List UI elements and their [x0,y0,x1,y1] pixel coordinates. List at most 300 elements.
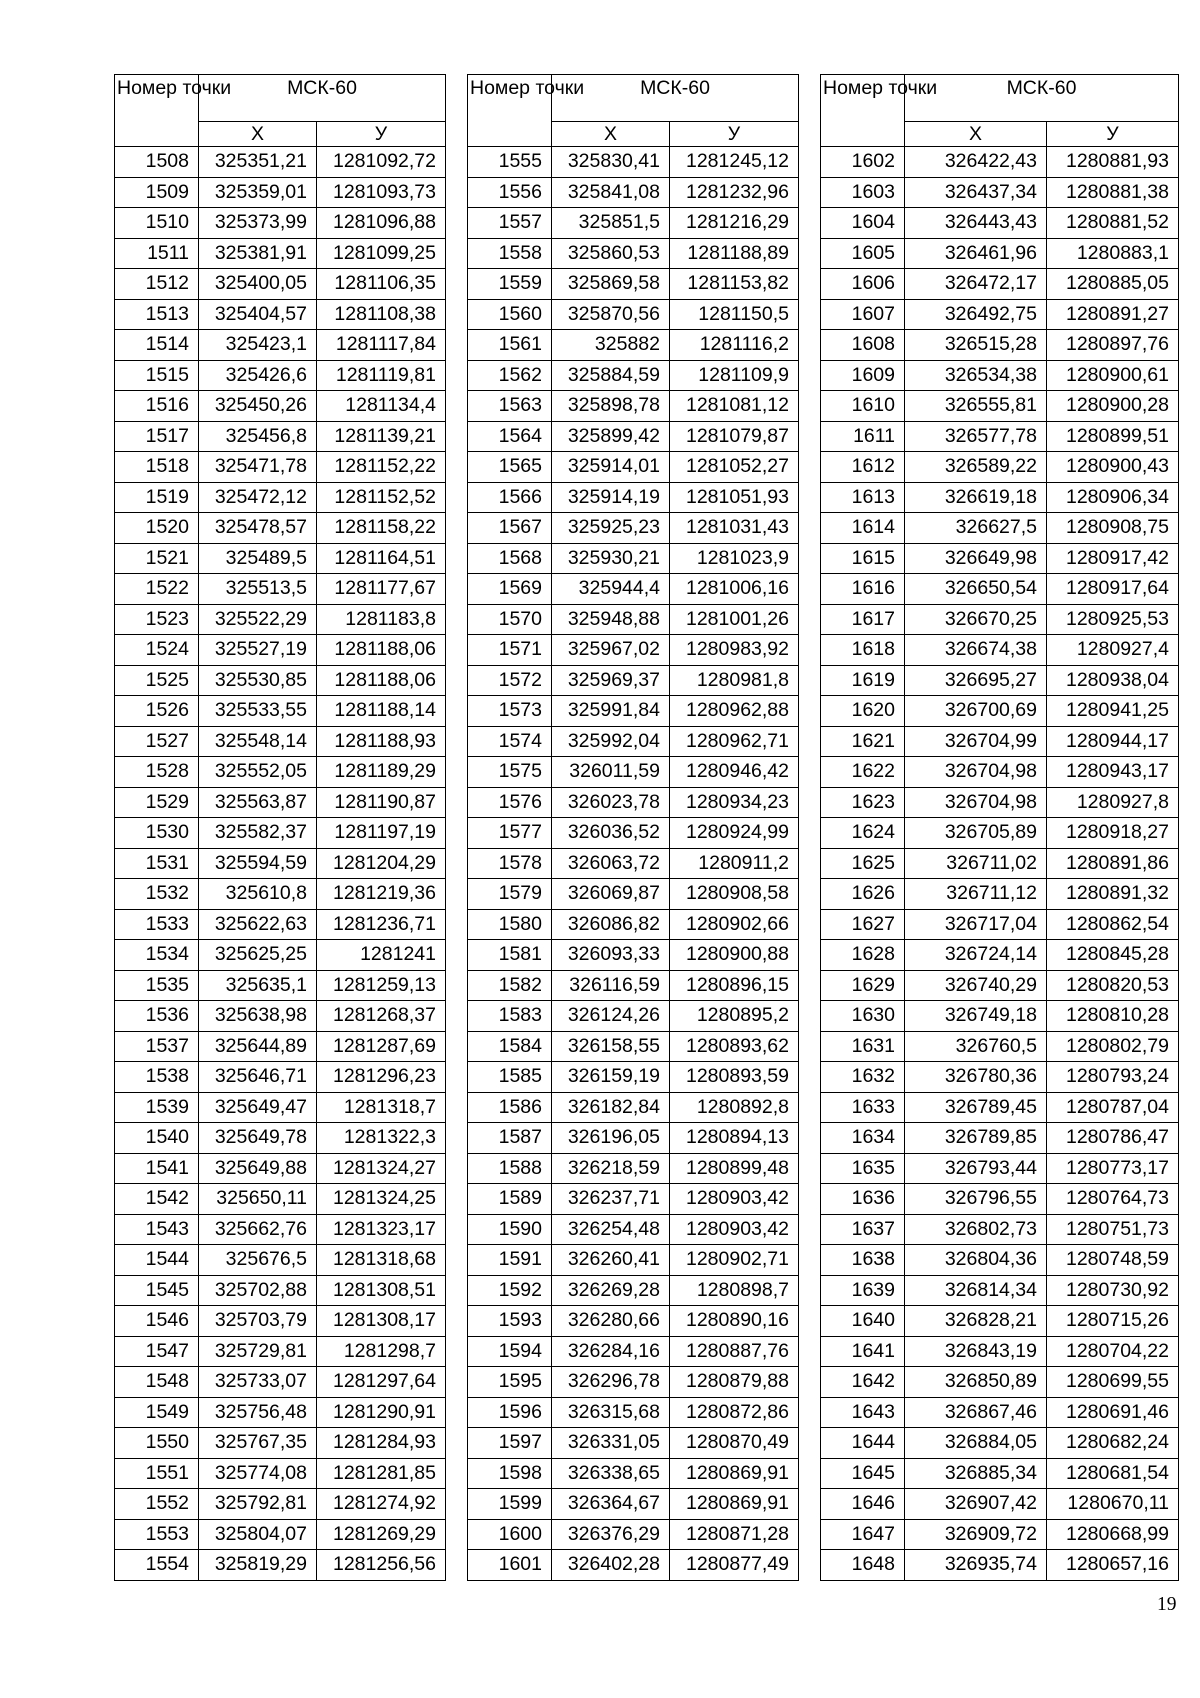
table-row [468,909,799,940]
y-coordinate-cell: 1280925,53 [1047,604,1179,635]
y-coordinate-cell: 1281281,85 [317,1458,446,1489]
point-number-cell: 1615 [821,543,905,574]
x-coordinate-cell: 325456,8 [199,421,317,452]
y-coordinate-cell: 1280730,92 [1047,1275,1179,1306]
point-number-cell: 1510 [115,208,199,239]
table-row [821,970,1179,1001]
table-row [821,1214,1179,1245]
point-number-cell: 1553 [115,1519,199,1550]
y-coordinate-cell: 1280981,8 [670,665,799,696]
table-row [468,330,799,361]
point-number-cell: 1559 [468,269,552,300]
y-coordinate-cell: 1280906,34 [1047,482,1179,513]
y-coordinate-cell: 1281290,91 [317,1397,446,1428]
y-coordinate-cell: 1280924,99 [670,818,799,849]
point-number-cell: 1643 [821,1397,905,1428]
y-coordinate-cell: 1280893,62 [670,1031,799,1062]
point-number-cell: 1632 [821,1062,905,1093]
y-coordinate-cell: 1280908,75 [1047,513,1179,544]
x-coordinate-cell: 325548,14 [199,726,317,757]
y-coordinate-cell: 1281241 [317,940,446,971]
x-coordinate-cell: 326534,38 [905,360,1047,391]
table-row [468,1428,799,1459]
point-number-cell: 1556 [468,177,552,208]
table-row [468,940,799,971]
point-number-cell: 1518 [115,452,199,483]
table-row [821,787,1179,818]
point-number-cell: 1629 [821,970,905,1001]
x-coordinate-cell: 326814,34 [905,1275,1047,1306]
y-coordinate-cell: 1280891,86 [1047,848,1179,879]
table-row [821,1428,1179,1459]
x-coordinate-cell: 325649,78 [199,1123,317,1154]
x-coordinate-cell: 326705,89 [905,818,1047,849]
point-number-cell: 1611 [821,421,905,452]
y-coordinate-cell: 1280944,17 [1047,726,1179,757]
x-coordinate-cell: 326589,22 [905,452,1047,483]
y-coordinate-cell: 1281284,93 [317,1428,446,1459]
table-row [821,726,1179,757]
x-coordinate-cell: 326124,26 [552,1001,670,1032]
x-coordinate-cell: 325930,21 [552,543,670,574]
y-coordinate-cell: 1281116,2 [670,330,799,361]
x-coordinate-cell: 325472,12 [199,482,317,513]
x-coordinate-cell: 326780,36 [905,1062,1047,1093]
table-row [468,1062,799,1093]
point-number-cell: 1625 [821,848,905,879]
y-coordinate-cell: 1280927,8 [1047,787,1179,818]
x-coordinate-cell: 326515,28 [905,330,1047,361]
table-row [821,635,1179,666]
point-number-cell: 1529 [115,787,199,818]
y-coordinate-cell: 1281297,64 [317,1367,446,1398]
header-x: X [905,122,1047,147]
table-row [821,208,1179,239]
x-coordinate-cell: 325851,5 [552,208,670,239]
point-number-cell: 1641 [821,1336,905,1367]
point-number-cell: 1604 [821,208,905,239]
y-coordinate-cell: 1281188,06 [317,635,446,666]
point-number-cell: 1541 [115,1153,199,1184]
x-coordinate-cell: 325450,26 [199,391,317,422]
x-coordinate-cell: 325729,81 [199,1336,317,1367]
header-y: У [670,122,799,147]
table-row [115,1123,446,1154]
table-row [468,1306,799,1337]
point-number-cell: 1575 [468,757,552,788]
x-coordinate-cell: 325774,08 [199,1458,317,1489]
point-number-cell: 1628 [821,940,905,971]
table-row [468,452,799,483]
y-coordinate-cell: 1280900,88 [670,940,799,971]
table-row [821,1031,1179,1062]
table-row [821,1275,1179,1306]
x-coordinate-cell: 326843,19 [905,1336,1047,1367]
table-row [115,787,446,818]
point-number-cell: 1634 [821,1123,905,1154]
y-coordinate-cell: 1281274,92 [317,1489,446,1520]
x-coordinate-cell: 326284,16 [552,1336,670,1367]
y-coordinate-cell: 1281189,29 [317,757,446,788]
point-number-cell: 1531 [115,848,199,879]
y-coordinate-cell: 1281051,93 [670,482,799,513]
x-coordinate-cell: 326867,46 [905,1397,1047,1428]
x-coordinate-cell: 326704,99 [905,726,1047,757]
y-coordinate-cell: 1280751,73 [1047,1214,1179,1245]
y-coordinate-cell: 1281236,71 [317,909,446,940]
point-number-cell: 1590 [468,1214,552,1245]
point-number-cell: 1562 [468,360,552,391]
x-coordinate-cell: 326338,65 [552,1458,670,1489]
x-coordinate-cell: 325478,57 [199,513,317,544]
x-coordinate-cell: 325423,1 [199,330,317,361]
x-coordinate-cell: 326492,75 [905,299,1047,330]
table-row [115,1367,446,1398]
y-coordinate-cell: 1280699,55 [1047,1367,1179,1398]
point-number-cell: 1601 [468,1550,552,1581]
x-coordinate-cell: 326196,05 [552,1123,670,1154]
point-number-cell: 1520 [115,513,199,544]
table-row [468,1092,799,1123]
x-coordinate-cell: 326674,38 [905,635,1047,666]
y-coordinate-cell: 1280885,05 [1047,269,1179,300]
x-coordinate-cell: 326254,48 [552,1214,670,1245]
y-coordinate-cell: 1280657,16 [1047,1550,1179,1581]
y-coordinate-cell: 1281108,38 [317,299,446,330]
table-row [468,1153,799,1184]
point-number-cell: 1647 [821,1519,905,1550]
y-coordinate-cell: 1280881,38 [1047,177,1179,208]
point-number-cell: 1639 [821,1275,905,1306]
y-coordinate-cell: 1280983,92 [670,635,799,666]
y-coordinate-cell: 1280748,59 [1047,1245,1179,1276]
point-number-cell: 1539 [115,1092,199,1123]
x-coordinate-cell: 325400,05 [199,269,317,300]
table-row [468,177,799,208]
x-coordinate-cell: 326650,54 [905,574,1047,605]
y-coordinate-cell: 1280892,8 [670,1092,799,1123]
header-coordinate-system: МСК-60 [905,75,1179,122]
point-number-cell: 1540 [115,1123,199,1154]
table-row [821,1123,1179,1154]
table-row [115,1458,446,1489]
point-number-cell: 1557 [468,208,552,239]
table-row [468,1275,799,1306]
y-coordinate-cell: 1280894,13 [670,1123,799,1154]
y-coordinate-cell: 1280670,11 [1047,1489,1179,1520]
x-coordinate-cell: 325884,59 [552,360,670,391]
table-row [468,1550,799,1581]
table-row [821,574,1179,605]
x-coordinate-cell: 325944,4 [552,574,670,605]
table-body [821,147,1179,1581]
x-coordinate-cell: 326740,29 [905,970,1047,1001]
y-coordinate-cell: 1281006,16 [670,574,799,605]
point-number-cell: 1592 [468,1275,552,1306]
point-number-cell: 1598 [468,1458,552,1489]
point-number-cell: 1524 [115,635,199,666]
table-row [821,757,1179,788]
y-coordinate-cell: 1281188,06 [317,665,446,696]
point-number-cell: 1630 [821,1001,905,1032]
table-row [115,635,446,666]
point-number-cell: 1573 [468,696,552,727]
table-row [115,208,446,239]
table-row [821,1367,1179,1398]
x-coordinate-cell: 326907,42 [905,1489,1047,1520]
header-point-number: Номер точки [821,75,905,147]
y-coordinate-cell: 1280787,04 [1047,1092,1179,1123]
x-coordinate-cell: 325404,57 [199,299,317,330]
table-row [115,1214,446,1245]
table-row [821,909,1179,940]
y-coordinate-cell: 1281188,93 [317,726,446,757]
y-coordinate-cell: 1280869,91 [670,1489,799,1520]
y-coordinate-cell: 1280820,53 [1047,970,1179,1001]
x-coordinate-cell: 326069,87 [552,879,670,910]
x-coordinate-cell: 326280,66 [552,1306,670,1337]
point-number-cell: 1566 [468,482,552,513]
y-coordinate-cell: 1281318,7 [317,1092,446,1123]
table-row [821,238,1179,269]
table-row [821,604,1179,635]
x-coordinate-cell: 326704,98 [905,787,1047,818]
point-number-cell: 1525 [115,665,199,696]
x-coordinate-cell: 326884,05 [905,1428,1047,1459]
x-coordinate-cell: 325676,5 [199,1245,317,1276]
y-coordinate-cell: 1280869,91 [670,1458,799,1489]
x-coordinate-cell: 326422,43 [905,147,1047,178]
y-coordinate-cell: 1280934,23 [670,787,799,818]
x-coordinate-cell: 326269,28 [552,1275,670,1306]
point-number-cell: 1600 [468,1519,552,1550]
y-coordinate-cell: 1280893,59 [670,1062,799,1093]
x-coordinate-cell: 326909,72 [905,1519,1047,1550]
table-row [468,848,799,879]
table-row [468,1001,799,1032]
table-row [115,1550,446,1581]
y-coordinate-cell: 1281197,19 [317,818,446,849]
table-row [821,1336,1179,1367]
y-coordinate-cell: 1281109,9 [670,360,799,391]
point-number-cell: 1648 [821,1550,905,1581]
table-row [468,147,799,178]
point-number-cell: 1533 [115,909,199,940]
y-coordinate-cell: 1280962,88 [670,696,799,727]
table-row [821,1001,1179,1032]
x-coordinate-cell: 325359,01 [199,177,317,208]
point-number-cell: 1551 [115,1458,199,1489]
x-coordinate-cell: 326717,04 [905,909,1047,940]
point-number-cell: 1530 [115,818,199,849]
y-coordinate-cell: 1281216,29 [670,208,799,239]
point-number-cell: 1513 [115,299,199,330]
table-row [115,1519,446,1550]
y-coordinate-cell: 1281296,23 [317,1062,446,1093]
x-coordinate-cell: 326437,34 [905,177,1047,208]
y-coordinate-cell: 1281117,84 [317,330,446,361]
x-coordinate-cell: 326063,72 [552,848,670,879]
y-coordinate-cell: 1281259,13 [317,970,446,1001]
table-row [468,665,799,696]
y-coordinate-cell: 1280883,1 [1047,238,1179,269]
y-coordinate-cell: 1281152,52 [317,482,446,513]
point-number-cell: 1536 [115,1001,199,1032]
table-row [115,1336,446,1367]
y-coordinate-cell: 1280681,54 [1047,1458,1179,1489]
x-coordinate-cell: 325513,5 [199,574,317,605]
point-number-cell: 1516 [115,391,199,422]
table-row [468,696,799,727]
x-coordinate-cell: 325898,78 [552,391,670,422]
header-coordinate-system: МСК-60 [199,75,446,122]
table-row [821,1550,1179,1581]
x-coordinate-cell: 325819,29 [199,1550,317,1581]
x-coordinate-cell: 326885,34 [905,1458,1047,1489]
point-number-cell: 1579 [468,879,552,910]
table-row [468,1489,799,1520]
point-number-cell: 1560 [468,299,552,330]
y-coordinate-cell: 1280862,54 [1047,909,1179,940]
point-number-cell: 1602 [821,147,905,178]
table-row [115,726,446,757]
table-row [821,482,1179,513]
header-point-number: Номер точки [115,75,199,147]
table-row [115,299,446,330]
point-number-cell: 1552 [115,1489,199,1520]
y-coordinate-cell: 1280764,73 [1047,1184,1179,1215]
table-row [115,604,446,635]
y-coordinate-cell: 1280902,71 [670,1245,799,1276]
x-coordinate-cell: 325860,53 [552,238,670,269]
x-coordinate-cell: 325969,37 [552,665,670,696]
y-coordinate-cell: 1280917,64 [1047,574,1179,605]
x-coordinate-cell: 326577,78 [905,421,1047,452]
x-coordinate-cell: 326670,25 [905,604,1047,635]
table-row [468,513,799,544]
x-coordinate-cell: 325869,58 [552,269,670,300]
x-coordinate-cell: 326331,05 [552,1428,670,1459]
x-coordinate-cell: 325638,98 [199,1001,317,1032]
point-number-cell: 1589 [468,1184,552,1215]
x-coordinate-cell: 325649,88 [199,1153,317,1184]
point-number-cell: 1581 [468,940,552,971]
coordinate-tables [114,74,1179,1581]
point-number-cell: 1576 [468,787,552,818]
point-number-cell: 1517 [115,421,199,452]
x-coordinate-cell: 326555,81 [905,391,1047,422]
point-number-cell: 1519 [115,482,199,513]
x-coordinate-cell: 325426,6 [199,360,317,391]
table-row [115,177,446,208]
y-coordinate-cell: 1281287,69 [317,1031,446,1062]
coordinate-table-1 [114,74,446,1581]
y-coordinate-cell: 1280902,66 [670,909,799,940]
table-row [821,421,1179,452]
table-row [115,1306,446,1337]
table-row [821,696,1179,727]
header-coordinate-system: МСК-60 [552,75,799,122]
point-number-cell: 1595 [468,1367,552,1398]
y-coordinate-cell: 1280691,46 [1047,1397,1179,1428]
y-coordinate-cell: 1280891,32 [1047,879,1179,910]
table-row [115,1489,446,1520]
x-coordinate-cell: 326749,18 [905,1001,1047,1032]
table-row [115,848,446,879]
point-number-cell: 1558 [468,238,552,269]
x-coordinate-cell: 325792,81 [199,1489,317,1520]
point-number-cell: 1591 [468,1245,552,1276]
x-coordinate-cell: 325914,19 [552,482,670,513]
point-number-cell: 1603 [821,177,905,208]
point-number-cell: 1570 [468,604,552,635]
x-coordinate-cell: 326789,85 [905,1123,1047,1154]
table-row [468,1214,799,1245]
table-row [468,1397,799,1428]
table-row [468,421,799,452]
point-number-cell: 1646 [821,1489,905,1520]
x-coordinate-cell: 326760,5 [905,1031,1047,1062]
y-coordinate-cell: 1280899,51 [1047,421,1179,452]
point-number-cell: 1567 [468,513,552,544]
point-number-cell: 1523 [115,604,199,635]
point-number-cell: 1568 [468,543,552,574]
y-coordinate-cell: 1281190,87 [317,787,446,818]
x-coordinate-cell: 326036,52 [552,818,670,849]
x-coordinate-cell: 326364,67 [552,1489,670,1520]
y-coordinate-cell: 1281177,67 [317,574,446,605]
y-coordinate-cell: 1280891,27 [1047,299,1179,330]
x-coordinate-cell: 325992,04 [552,726,670,757]
x-coordinate-cell: 326443,43 [905,208,1047,239]
table-row [821,452,1179,483]
point-number-cell: 1605 [821,238,905,269]
table-row [468,818,799,849]
point-number-cell: 1527 [115,726,199,757]
table-row [115,1275,446,1306]
x-coordinate-cell: 325967,02 [552,635,670,666]
table-body [468,147,799,1581]
point-number-cell: 1545 [115,1275,199,1306]
point-number-cell: 1537 [115,1031,199,1062]
point-number-cell: 1580 [468,909,552,940]
x-coordinate-cell: 325582,37 [199,818,317,849]
y-coordinate-cell: 1280715,26 [1047,1306,1179,1337]
x-coordinate-cell: 325522,29 [199,604,317,635]
y-coordinate-cell: 1280900,28 [1047,391,1179,422]
x-coordinate-cell: 326850,89 [905,1367,1047,1398]
point-number-cell: 1606 [821,269,905,300]
x-coordinate-cell: 325925,23 [552,513,670,544]
table-row [821,848,1179,879]
table-row [468,238,799,269]
x-coordinate-cell: 326260,41 [552,1245,670,1276]
table-row [468,970,799,1001]
x-coordinate-cell: 326182,84 [552,1092,670,1123]
point-number-cell: 1548 [115,1367,199,1398]
y-coordinate-cell: 1280704,22 [1047,1336,1179,1367]
y-coordinate-cell: 1280773,17 [1047,1153,1179,1184]
y-coordinate-cell: 1281219,36 [317,879,446,910]
point-number-cell: 1569 [468,574,552,605]
x-coordinate-cell: 326802,73 [905,1214,1047,1245]
y-coordinate-cell: 1280938,04 [1047,665,1179,696]
x-coordinate-cell: 326700,69 [905,696,1047,727]
y-coordinate-cell: 1280900,43 [1047,452,1179,483]
table-row [821,1245,1179,1276]
table-row [115,421,446,452]
x-coordinate-cell: 325610,8 [199,879,317,910]
